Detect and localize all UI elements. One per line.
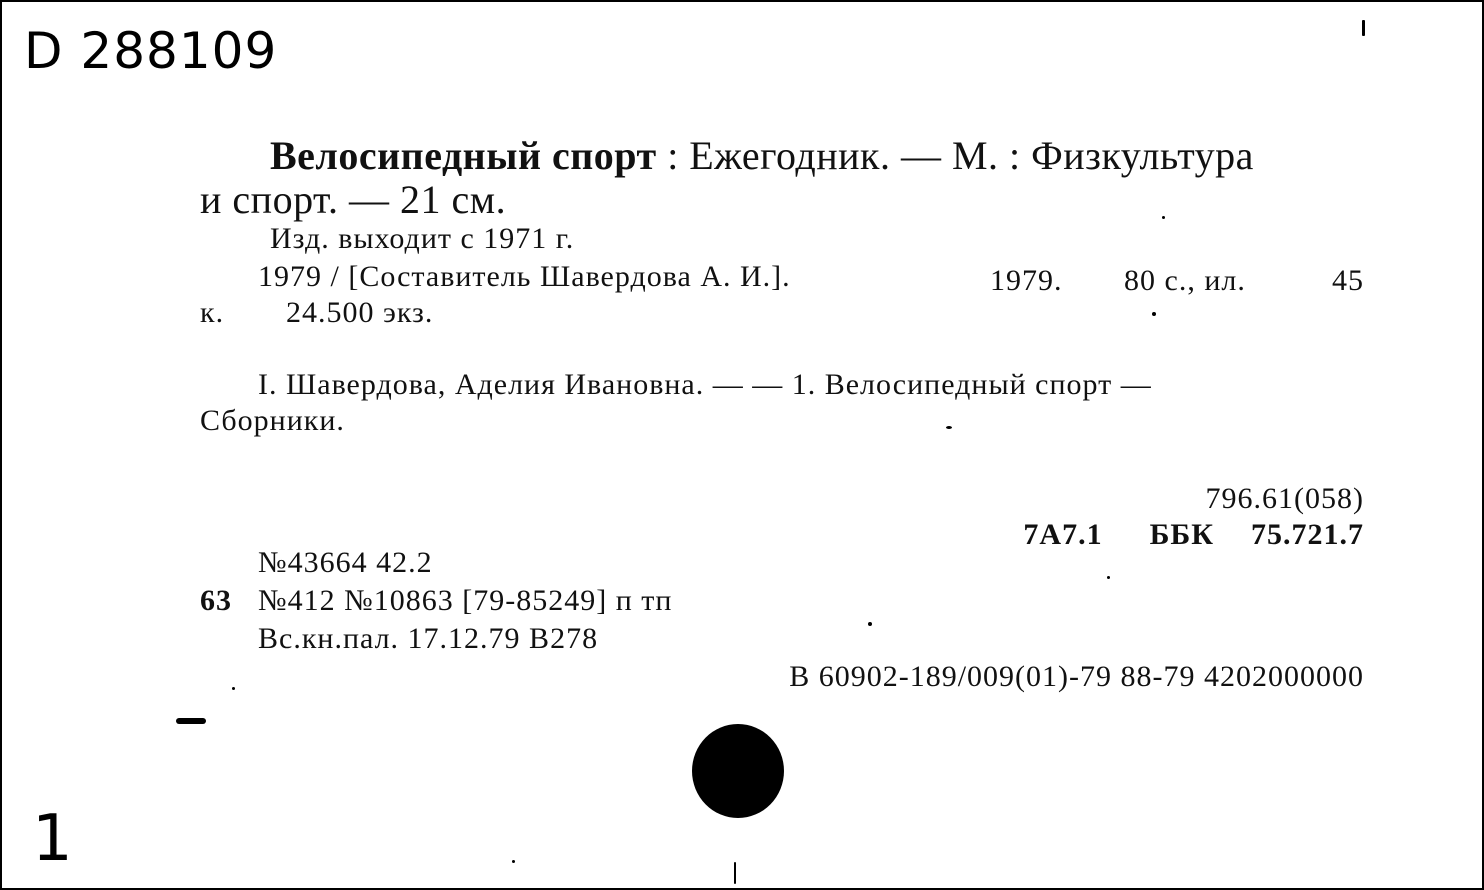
ink-speck <box>1362 20 1365 36</box>
classification-row <box>1023 518 1364 552</box>
tracings-line-2: Сборники. <box>200 404 345 437</box>
title-rest: : Ежегодник. — М. : Физкультура <box>656 133 1254 178</box>
registry-number: №43664 42.2 <box>258 546 433 579</box>
chamber-code: Вс.кн.пал. 17.12.79 В278 <box>258 622 599 655</box>
issue-price-unit: к. <box>200 296 225 329</box>
udc-code: 796.61(058) <box>1205 482 1364 515</box>
handwritten-catalog-number: D 288109 <box>24 22 278 80</box>
ink-speck <box>946 426 952 429</box>
ink-speck <box>868 622 872 626</box>
issue-year: 1979. <box>990 264 1063 297</box>
title-line-2: и спорт. — 21 см. <box>200 177 507 222</box>
punch-hole <box>692 724 784 818</box>
issue-price: 45 <box>1332 264 1364 297</box>
ink-speck <box>512 860 515 863</box>
classification-code: 7А7.1 <box>1023 518 1103 551</box>
isbn-code: В 60902-189/009(01)-79 88-79 4202000000 <box>789 660 1364 693</box>
title-line-1 <box>270 132 1254 179</box>
ink-speck <box>734 862 736 884</box>
registry-codes: №412 №10863 [79-85249] п тп <box>258 584 673 617</box>
ink-speck <box>232 687 235 690</box>
bbk-code: 75.721.7 <box>1251 518 1364 551</box>
title-bold: Велосипедный спорт <box>270 133 657 178</box>
ink-speck <box>1152 312 1156 316</box>
handwritten-mark: 1 <box>32 802 73 876</box>
tracings-line-1: I. Шавердова, Аделия Ивановна. — — 1. Велосипедный спорт — <box>258 368 1152 401</box>
issue-details: 1979 / [Составитель Шавердова А. И.]. <box>258 260 791 293</box>
issue-print-run: 24.500 экз. <box>286 296 434 329</box>
ink-speck <box>1107 576 1110 579</box>
publication-note: Изд. выходит с 1971 г. <box>270 222 575 255</box>
bbk-label: ББК <box>1149 518 1214 551</box>
ink-speck <box>176 718 206 724</box>
registry-prefix: 63 <box>200 584 232 617</box>
issue-pages: 80 с., ил. <box>1124 264 1246 297</box>
ink-speck <box>1162 216 1165 219</box>
